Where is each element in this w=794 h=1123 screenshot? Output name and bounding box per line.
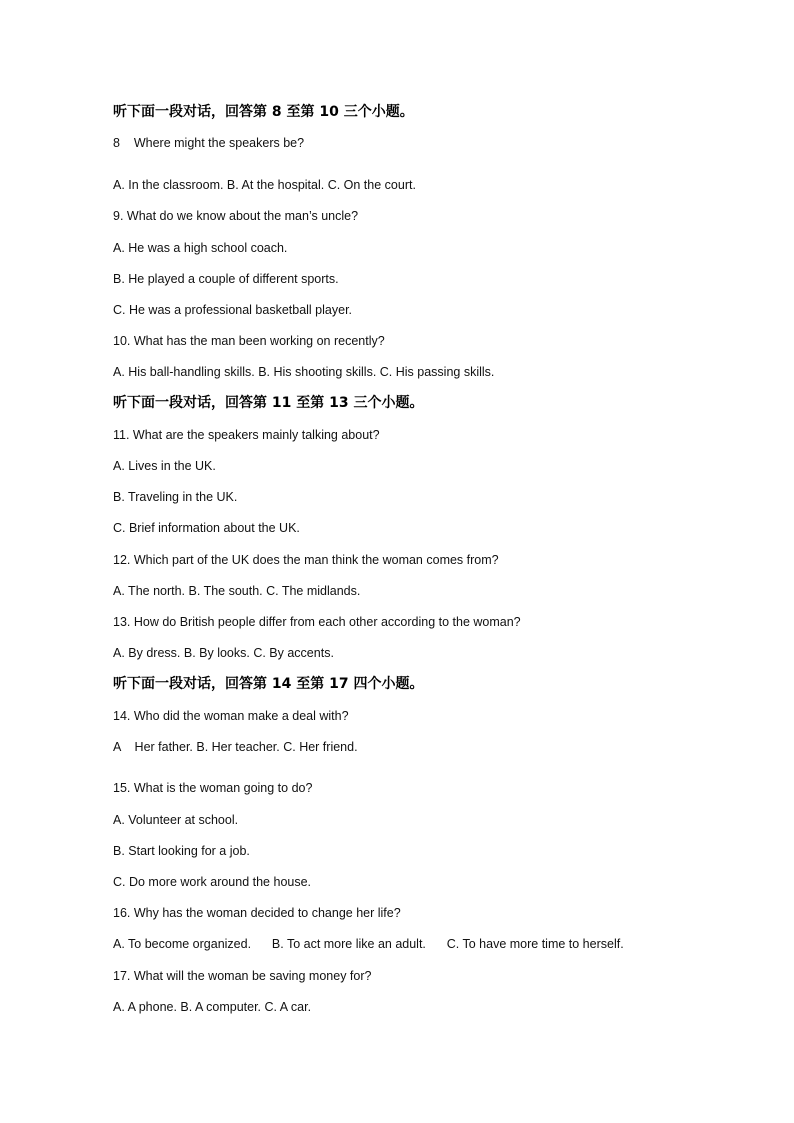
question-11-option-b: B. Traveling in the UK.	[113, 490, 238, 504]
question-16: 16. Why has the woman decided to change her life?	[113, 906, 401, 920]
question-13: 13. How do British people differ from each other according to the woman?	[113, 615, 521, 629]
question-8-options: A. In the classroom. B. At the hospital. C. On the court.	[113, 178, 416, 192]
section-heading-8-10: 听下面一段对话，回答第 8 至第 10 三个小题。	[113, 104, 414, 120]
section-heading-11-13: 听下面一段对话，回答第 11 至第 13 三个小题。	[113, 395, 424, 411]
question-10-options: A. His ball-handling skills. B. His shooting skills. C. His passing skills.	[113, 365, 495, 379]
question-9-option-c: C. He was a professional basketball player.	[113, 303, 353, 317]
question-9-option-b: B. He played a couple of different sports.	[113, 272, 339, 286]
question-12: 12. Which part of the UK does the man think the woman comes from?	[113, 553, 499, 567]
question-14: 14. Who did the woman make a deal with?	[113, 709, 349, 723]
question-15-option-a: A. Volunteer at school.	[113, 813, 239, 827]
question-17-options: A. A phone. B. A computer. C. A car.	[113, 1000, 312, 1014]
question-10: 10. What has the man been working on recently?	[113, 334, 385, 348]
question-8: 8 Where might the speakers be?	[113, 136, 305, 150]
question-11: 11. What are the speakers mainly talking about?	[113, 428, 380, 442]
question-13-options: A. By dress. B. By looks. C. By accents.	[113, 646, 334, 660]
section-heading-14-17: 听下面一段对话，回答第 14 至第 17 四个小题。	[113, 676, 424, 692]
question-9: 9. What do we know about the man’s uncle?	[113, 209, 359, 223]
question-16-options: A. To become organized. B. To act more like an adult. C. To have more time to herself.	[113, 937, 624, 951]
question-17: 17. What will the woman be saving money for?	[113, 969, 372, 983]
question-11-option-c: C. Brief information about the UK.	[113, 521, 300, 535]
question-12-options: A. The north. B. The south. C. The midlands.	[113, 584, 361, 598]
question-9-option-a: A. He was a high school coach.	[113, 241, 288, 255]
question-15: 15. What is the woman going to do?	[113, 781, 313, 795]
question-15-option-c: C. Do more work around the house.	[113, 875, 312, 889]
question-14-options: A Her father. B. Her teacher. C. Her friend.	[113, 740, 358, 754]
question-15-option-b: B. Start looking for a job.	[113, 844, 250, 858]
question-11-option-a: A. Lives in the UK.	[113, 459, 216, 473]
